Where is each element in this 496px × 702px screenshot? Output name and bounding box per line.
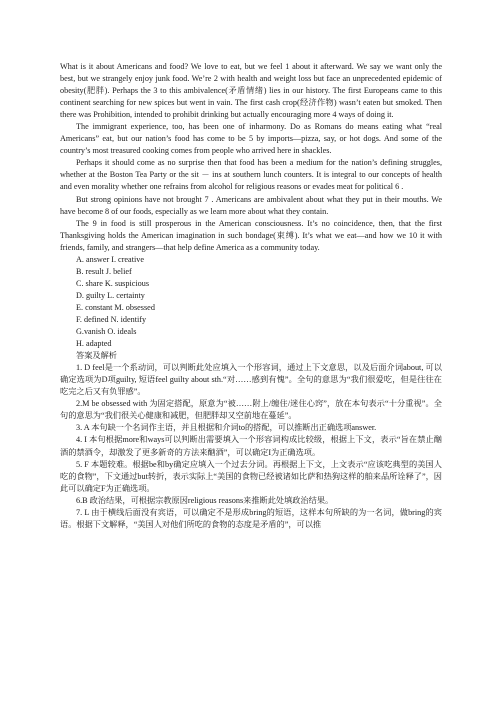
- explanation-item: 1. D feel是一个系动词，可以判断此处应填入一个形容词，通过上下文意思，以及后面介词about, 可以确定选项为D项guilty, 短语feel guilty about sth.“对……感到有愧”。全句的意思为“我们很爱吃，但是往往在吃完之后又有负罪感”。: [60, 363, 442, 397]
- explanation-item: 4. I 本句根据more和ways可以判断出需要填入一个形容词构成比较级，根据上下文，表示“旨在禁止酗酒的禁酒令，却激发了更多新奇的方法来酗酒”，可以确定I为正确选项。: [60, 435, 442, 457]
- option-line: G.vanish O. ideals: [76, 327, 137, 337]
- option-line: D. guilty L. certainty: [76, 290, 145, 300]
- explanations: [60, 362, 442, 531]
- word-bank: [60, 254, 442, 350]
- explanation-item: 5. F 本题较难。根据be和by确定应填入一个过去分词。再根据上下文，上文表示“应该吃典型的美国人吃的食物”，下文通过but转折，表示实际上“美国的食物已经被诸如比萨和热狗这样的舶来品所诠释了”，因此可以确定F为正确选项。: [60, 459, 442, 493]
- option-line: E. constant M. obsessed: [76, 302, 155, 312]
- passage-paragraph-1: What is it about Americans and food? We love to eat, but we feel 1 about it afterward. We say we want only the best, but we strangely enjoy junk food. We’re 2 with health and weight loss but face an unprecedented epidemic of obesity(肥胖). Perhaps the 3 to this ambivalence(矛盾情绪) lies in our history. The first Europeans came to this continent searching for new spices but went in vain. The first cash crop(经济作物) wasn’t eaten but smoked. Then there was Prohibition, intended to prohibit drinking but actually encouraging more 4 ways of doing it.: [60, 62, 442, 120]
- explanation-item: 2.M be obsessed with 为固定搭配，原意为“被……附上/缠住/迷住心窍”，放在本句表示“十分重视”。全句的意思为“我们很关心健康和减肥，但肥胖却又空前地在蔓延”。: [60, 399, 442, 421]
- passage: [60, 61, 442, 254]
- option-line: A. answer I. creative: [76, 254, 144, 264]
- passage-paragraph-2: The immigrant experience, too, has been one of inharmony. Do as Romans do means eating what “real Americans” eat, but our nation’s food has come to be 5 by imports—pizza, say, or hot dogs. And some of the country’s most treasured cooking comes from people who arrived here in shackles.: [60, 122, 442, 156]
- option-line: C. share K. suspicious: [76, 278, 149, 288]
- explanation-item: 6.B 政治结果，可根据宗教原因religious reasons来推断此处填政治结果。: [76, 495, 334, 505]
- passage-paragraph-3: Perhaps it should come as no surprise then that food has been a medium for the nation’s defining struggles, whether at the Boston Tea Party or the sit － ins at southern lunch counters. It is integral to our concepts of health and even morality whether one refrains from alcohol for religious reasons or evades meat for political 6 .: [60, 158, 442, 192]
- option-line: F. defined N. identify: [76, 314, 147, 324]
- explanation-item: 7. L 由于横线后面没有宾语，可以确定不是形成bring的短语，这样本句所缺的为一名词，做bring的宾语。根据下文解释，“美国人对他们所吃的食物的态度是矛盾的”，可以推: [60, 507, 442, 529]
- option-line: B. result J. belief: [76, 266, 132, 276]
- option-line: H. adapted: [76, 339, 112, 349]
- passage-paragraph-5: The 9 in food is still prosperous in the American consciousness. It’s no coincidence, then, that the first Thanksgiving holds the American imagination in such bondage(束缚). It’s what we eat—and how we 10 it with friends, family, and strangers—that help define America as a community today.: [60, 218, 442, 252]
- answer-heading: 答案及解析: [76, 351, 117, 361]
- explanation-item: 3. A 本句缺一个名词作主语，并且根据和介词to的搭配，可以推断出正确选项answer.: [76, 423, 377, 433]
- passage-paragraph-4: But strong opinions have not brought 7 . Americans are ambivalent about what they put in their mouths. We have become 8 of our foods, especially as we learn more about what they contain.: [60, 194, 442, 216]
